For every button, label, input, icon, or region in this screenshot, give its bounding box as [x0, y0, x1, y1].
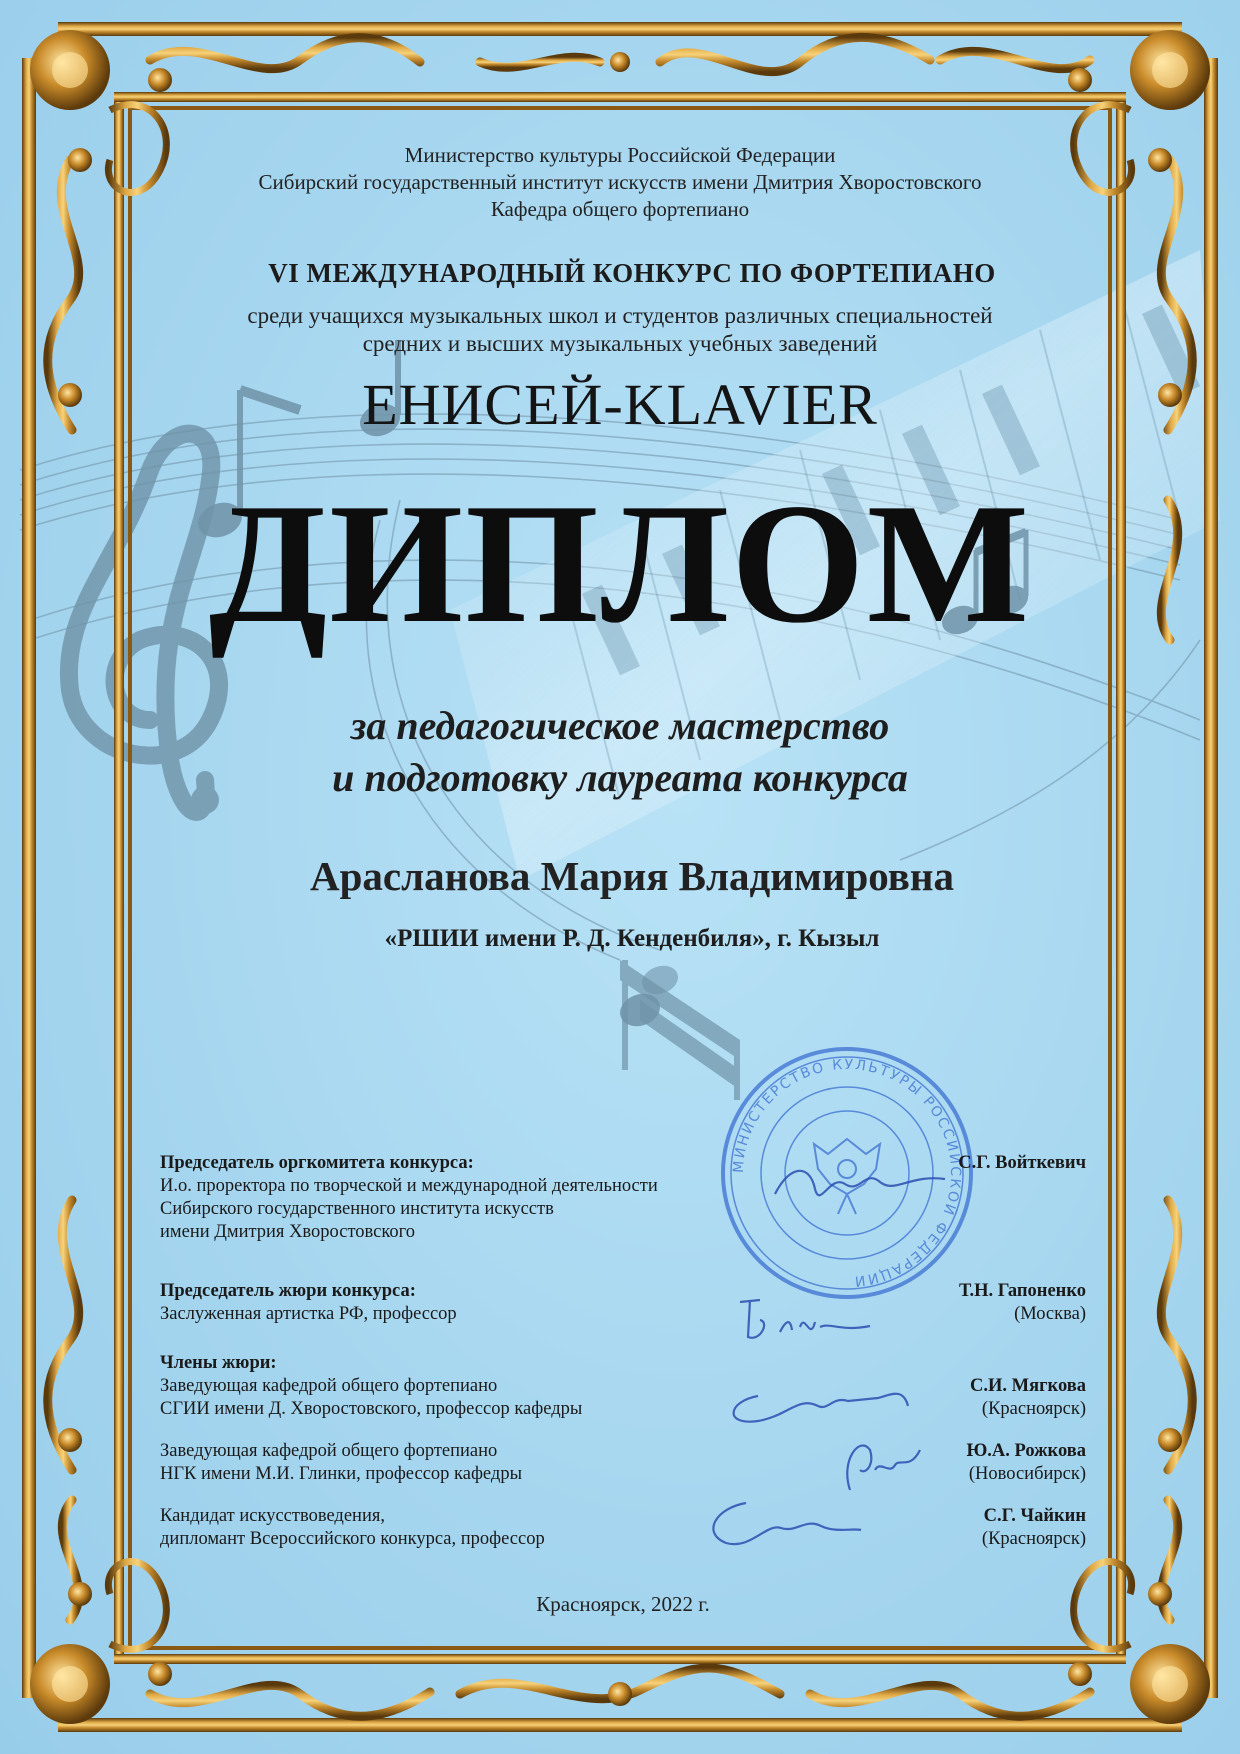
competition-subtitle-block [0, 302, 1240, 358]
competition-subtitle-line2: средних и высших музыкальных учебных заведений [362, 331, 878, 356]
stamp-ring-text: МИНИСТЕРСТВО КУЛЬТУРЫ РОССИЙСКОЙ ФЕДЕРАЦИИ [730, 1056, 964, 1289]
competition-title-block [0, 258, 1240, 289]
corner-ornament-bottom-right [1068, 1562, 1210, 1724]
orgcommittee-heading: Председатель оргкомитета конкурса: [160, 1153, 474, 1173]
institution-block [0, 925, 1240, 953]
jury-chair-city: (Москва) [1014, 1304, 1086, 1324]
orgcommittee-line1: И.о. проректора по творческой и международной деятельности [160, 1176, 658, 1196]
jury-chair-name: Т.Н. Гапоненко [958, 1281, 1086, 1301]
orgcommittee-line3: имени Дмитрия Хворостовского [160, 1222, 416, 1242]
member2-line1: Заведующая кафедрой общего фортепиано [160, 1441, 498, 1461]
competition-subtitle-line1: среди учащихся музыкальных школ и студентов различных специальностей [247, 303, 993, 328]
member1-city: (Красноярск) [981, 1399, 1086, 1419]
competition-title: VI МЕЖДУНАРОДНЫЙ КОНКУРС ПО ФОРТЕПИАНО [268, 258, 996, 288]
diploma-word-block [0, 469, 1240, 659]
jury-members-heading: Члены жюри: [160, 1353, 277, 1373]
signature-row-jury-chair [160, 1280, 1086, 1330]
member3-name: С.Г. Чайкин [983, 1506, 1086, 1526]
signature-row-orgcommittee [160, 1152, 1086, 1248]
member1-line1: Заведующая кафедрой общего фортепиано [160, 1376, 498, 1396]
footer-block [0, 1592, 1240, 1617]
member2-line2: НГК имени М.И. Глинки, профессор кафедры [160, 1464, 522, 1484]
member3-city: (Красноярск) [981, 1529, 1086, 1549]
signature-row-member2 [160, 1440, 1086, 1490]
orgcommittee-line2: Сибирского государственного института искусств [160, 1199, 554, 1219]
department-line: Кафедра общего фортепиано [490, 197, 750, 221]
reason-line2: и подготовку лауреата конкурса [332, 755, 908, 800]
competition-brand-title: ЕНИСЕЙ-KLAVIER [362, 372, 878, 437]
reason-block [0, 700, 1240, 804]
awardee-institution: «РШИИ имени Р. Д. Кенденбиля», г. Кызыл [384, 925, 880, 952]
brand-block [0, 371, 1240, 438]
member2-city: (Новосибирск) [968, 1464, 1086, 1484]
member2-name: Ю.А. Рожкова [966, 1441, 1086, 1461]
corner-ornament-bottom-left [30, 1562, 172, 1724]
member3-line2: дипломант Всероссийского конкурса, профессор [160, 1529, 545, 1549]
awardee-name: Арасланова Мария Владимировна [310, 853, 954, 899]
jury-chair-line1: Заслуженная артистка РФ, профессор [160, 1304, 457, 1324]
orgcommittee-name: С.Г. Войткевич [958, 1153, 1086, 1173]
member1-line2: СГИИ имени Д. Хворостовского, профессор кафедры [160, 1399, 583, 1419]
member3-line1: Кандидат искусствоведения, [160, 1506, 385, 1526]
header-block [0, 142, 1240, 223]
member1-name: С.И. Мягкова [970, 1376, 1086, 1396]
ministry-line: Министерство культуры Российской Федерации [404, 143, 836, 167]
institute-line: Сибирский государственный институт искусств имени Дмитрия Хворостовского [258, 170, 982, 194]
diploma-heading: ДИПЛОМ [208, 469, 1032, 659]
signature-row-member1 [160, 1352, 1086, 1424]
reason-line1: за педагогическое мастерство [350, 703, 890, 748]
awardee-block [0, 852, 1240, 900]
signature-row-member3 [160, 1505, 1086, 1555]
jury-chair-heading: Председатель жюри конкурса: [160, 1281, 416, 1301]
footer-city-year: Красноярск, 2022 г. [536, 1592, 710, 1616]
